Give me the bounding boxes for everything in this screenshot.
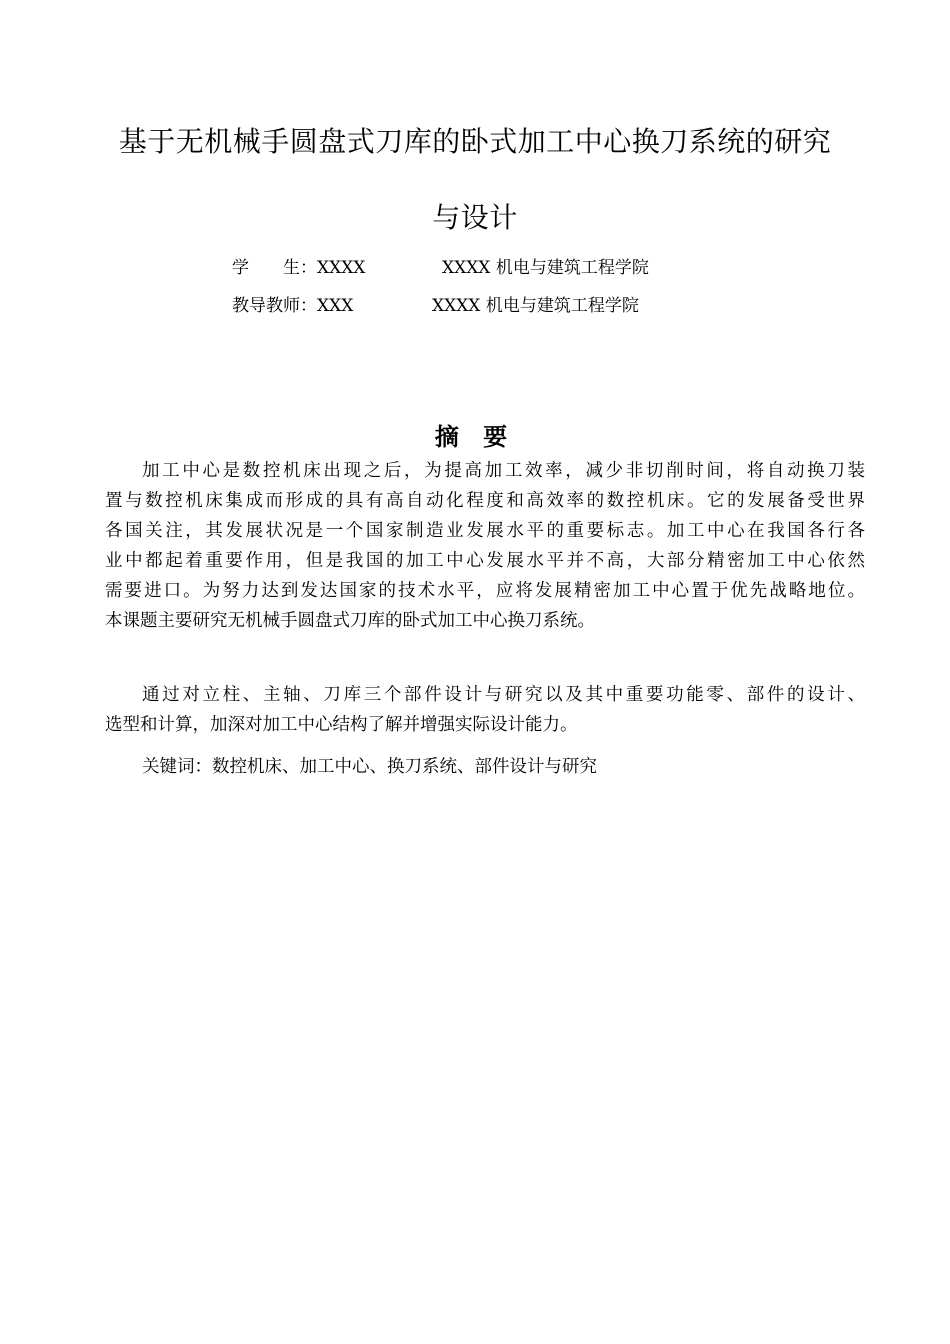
advisor-school: XXXX 机电与建筑工程学院 (432, 296, 639, 316)
abstract-paragraph-2 (105, 680, 865, 740)
advisor-row (232, 294, 639, 318)
student-label: 学 生：XXXX (232, 258, 366, 278)
abstract-line: 通过对立柱、主轴、刀库三个部件设计与研究以及其中重要功能零、部件的设计、 (142, 685, 865, 705)
abstract-line: 加工中心是数控机床出现之后，为提高加工效率，减少非切削时间，将自动换刀装 (142, 461, 865, 481)
abstract-heading: 摘 要 (434, 423, 516, 451)
abstract-line: 各国关注，其发展状况是一个国家制造业发展水平的重要标志。加工中心在我国各行各 (105, 521, 865, 541)
abstract-line: 业中都起着重要作用，但是我国的加工中心发展水平并不高，大部分精密加工中心依然 (105, 551, 865, 571)
document-title-line-2: 与设计 (432, 201, 518, 234)
advisor-label: 教导教师：XXX (232, 296, 354, 316)
student-school: XXXX 机电与建筑工程学院 (442, 258, 649, 278)
abstract-line: 本课题主要研究无机械手圆盘式刀库的卧式加工中心换刀系统。 (105, 611, 595, 631)
abstract-paragraph-1 (105, 456, 865, 636)
keywords: 关键词：数控机床、加工中心、换刀系统、部件设计与研究 (142, 757, 597, 777)
student-row (232, 256, 649, 280)
abstract-line: 选型和计算，加深对加工中心结构了解并增强实际设计能力。 (105, 715, 578, 735)
abstract-line: 置与数控机床集成而形成的具有高自动化程度和高效率的数控机床。它的发展备受世界 (105, 491, 865, 511)
document-title-line-1: 基于无机械手圆盘式刀库的卧式加工中心换刀系统的研究 (118, 125, 832, 158)
abstract-line: 需要进口。为努力达到发达国家的技术水平，应将发展精密加工中心置于优先战略地位。 (105, 581, 865, 601)
